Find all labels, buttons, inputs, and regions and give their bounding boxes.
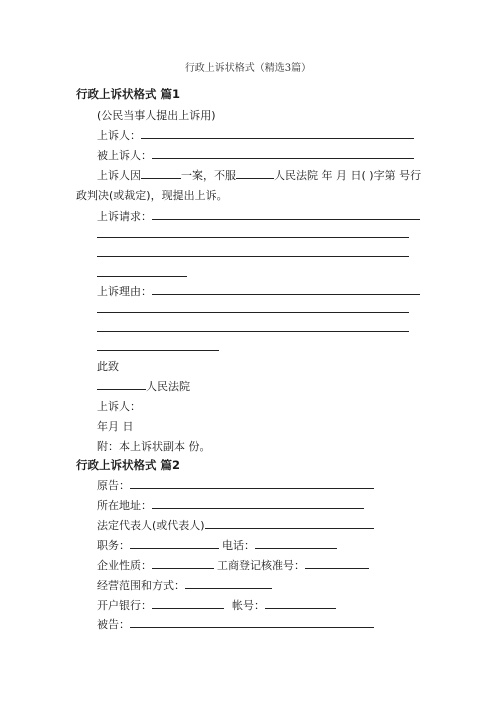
court-line [97, 378, 190, 394]
attachment-note: 附：本上诉状副本 份。 [97, 440, 211, 453]
document-title: 行政上诉状格式（精选3篇） [184, 63, 312, 74]
address-line [97, 497, 364, 513]
account-blank [265, 599, 336, 609]
case-text-c: 人民法院 年 月 日( )字第 号行 [274, 169, 422, 182]
plaintiff-blank [130, 479, 374, 489]
address-blank [152, 499, 364, 509]
appellant-label: 上诉人： [97, 129, 141, 142]
bank-label: 开户银行： [97, 599, 152, 612]
defendant-label: 被告： [97, 618, 130, 631]
court-name-blank [97, 380, 146, 390]
address-label: 所在地址： [97, 499, 152, 512]
case-text-a: 上诉人因 [97, 169, 141, 182]
defendant-blank [130, 618, 374, 628]
legal-rep-line [97, 517, 374, 533]
scope-blank [185, 579, 272, 589]
plaintiff-line [97, 477, 374, 493]
date-label: 年月 日 [97, 420, 134, 433]
nature-line [97, 557, 369, 573]
request-blank [152, 210, 420, 220]
bank-blank [152, 599, 224, 609]
reg-no-label: 工商登记核准号： [217, 559, 305, 572]
request-line [97, 208, 420, 224]
court-blank [236, 169, 274, 179]
party-note: (公民当事人提出上诉用) [97, 109, 216, 122]
court-label: 人民法院 [146, 380, 190, 393]
scope-label: 经营范围和方式： [97, 579, 185, 592]
scope-line [97, 577, 272, 593]
bank-line [97, 597, 336, 613]
reason-rule-3 [97, 350, 219, 351]
legal-rep-label: 法定代表人(或代表人) [97, 519, 205, 532]
defendant-line [97, 616, 374, 632]
request-rule-2 [97, 256, 409, 257]
reason-blank [152, 285, 420, 295]
reason-rule-2 [97, 331, 409, 332]
account-label: 帐号： [232, 599, 265, 612]
reason-rule-1 [97, 312, 409, 313]
appellee-blank [152, 149, 414, 159]
phone-label: 电话： [222, 539, 255, 552]
appellant-line [97, 127, 414, 143]
section-heading-2: 行政上诉状格式 篇2 [76, 458, 181, 472]
reg-no-blank [305, 559, 369, 569]
case-line [97, 167, 421, 183]
case-line-cont: 政判决(或裁定)，现提出上诉。 [76, 189, 228, 202]
section-heading-1: 行政上诉状格式 篇1 [76, 87, 181, 101]
ci-zhi: 此致 [97, 360, 119, 373]
request-label: 上诉请求： [97, 210, 152, 223]
reason-label: 上诉理由： [97, 285, 152, 298]
plaintiff-label: 原告： [97, 479, 130, 492]
appellee-line [97, 147, 414, 163]
legal-rep-blank [205, 519, 374, 529]
signature-label: 上诉人： [97, 400, 141, 413]
case-text-b: 一案，不服 [181, 169, 236, 182]
request-rule-1 [97, 237, 409, 238]
appellant-blank [141, 129, 414, 139]
position-phone-line [97, 537, 337, 553]
appellee-label: 被上诉人： [97, 149, 152, 162]
case-name-blank [141, 169, 181, 179]
nature-blank [152, 559, 214, 569]
phone-blank [255, 539, 337, 549]
nature-label: 企业性质： [97, 559, 152, 572]
position-label: 职务： [97, 539, 130, 552]
request-rule-3 [97, 276, 187, 277]
position-blank [130, 539, 219, 549]
reason-line [97, 283, 420, 299]
